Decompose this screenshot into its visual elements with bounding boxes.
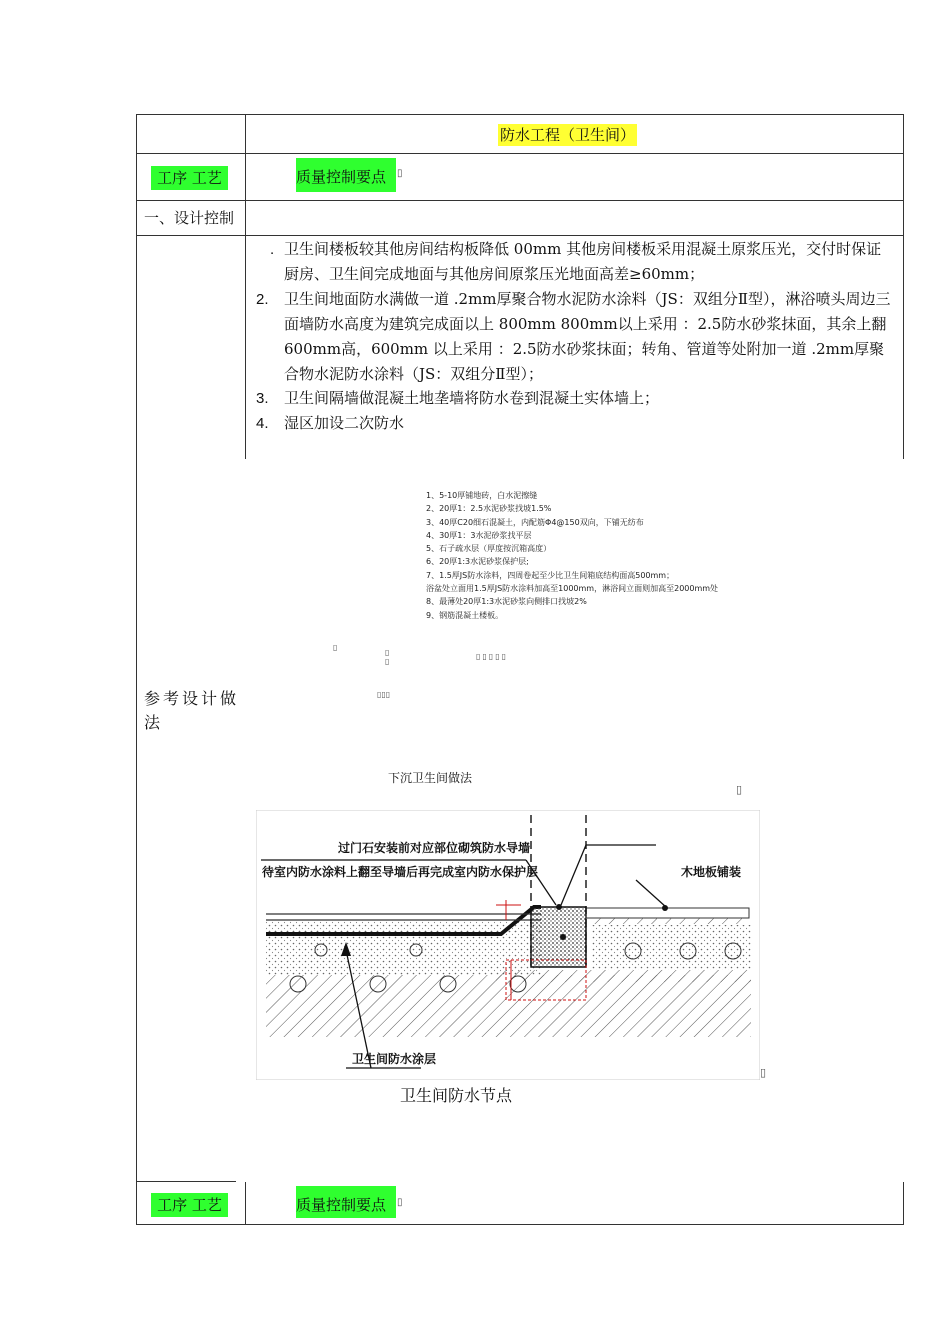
broken-image-icon: ▯ ▯ <box>385 648 390 666</box>
legend-line: 浴盆处立面用1.5厚JS防水涂料加高至1000mm，淋浴间立面则加高至2000mm处 <box>426 584 719 594</box>
label-protect-layer: 待室内防水涂料上翻至导墙后再完成室内防水保护层 <box>262 865 539 879</box>
row-line-1 <box>136 153 904 154</box>
table-col-divider <box>245 114 246 459</box>
marker-glyph: ▯ <box>760 1066 767 1079</box>
label-wood-floor: 木地板铺装 <box>681 865 742 879</box>
footer-process-label: 工序 工艺 <box>151 1193 228 1217</box>
diagram-caption-sunken: 下沉卫生间做法 <box>388 771 473 785</box>
item-text: 湿区加设二次防水 <box>284 414 405 432</box>
marker-glyph: ▯ <box>397 168 403 179</box>
legend-line: 1、5-10厚铺地砖，白水泥擦缝 <box>426 491 538 500</box>
header-quality-label: 质量控制要点 <box>296 158 396 192</box>
legend-line: 3、40厚C20细石混凝土，内配筋Φ4@150双向，下铺无纺布 <box>426 517 644 527</box>
legend-line: 7、1.5厚JS防水涂料，四周卷起至少比卫生间箱底结构面高500mm； <box>426 570 675 580</box>
list-item <box>256 287 896 387</box>
list-item <box>256 411 896 436</box>
list-item <box>256 237 896 287</box>
legend-line: 4、30厚1：3水泥砂浆找平层 <box>426 530 532 540</box>
list-item <box>256 386 896 411</box>
legend-line: 9、钢筋混凝土楼板。 <box>426 610 504 620</box>
waterproof-node-drawing <box>256 810 760 1080</box>
item-number: 4. <box>256 415 269 432</box>
broken-image-icon: ▯ <box>333 643 338 652</box>
legend-line: 5、石子疏水层（厚度按沉箱高度） <box>426 544 552 554</box>
table-border-bottom <box>136 1224 904 1225</box>
row-line-4 <box>136 1181 236 1182</box>
item-number: 2. <box>256 291 269 308</box>
item-number: 3. <box>256 390 269 407</box>
table-border-left <box>136 114 137 1225</box>
table-border-right <box>903 114 904 459</box>
table-border-top <box>136 114 904 115</box>
layer-legend <box>426 489 746 622</box>
broken-image-icon: ▯▯▯ <box>377 690 391 699</box>
table-col-divider-lower <box>245 1182 246 1225</box>
legend-line: 2、20厚1：2.5水泥砂浆找坡1.5% <box>426 504 552 514</box>
header-process-label: 工序 工艺 <box>151 166 228 190</box>
label-coating: 卫生间防水涂层 <box>352 1052 437 1066</box>
item-text: 卫生间地面防水满做一道 .2mm厚聚合物水泥防水涂料（JS：双组分Ⅱ型），淋浴喷头周边三面墙防水高度为建筑完成面以上 800mm 800mm以上采用 ：2.5防水砂浆抹面，其余上翻600mm高，600mm 以上采用 ：2.5防水砂浆抹面；转角、管道等处附加一道 .2mm厚聚合物水泥防水涂料（JS：双组分Ⅱ型）； <box>284 290 891 383</box>
row-line-2 <box>136 200 904 201</box>
page-title: 防水工程（卫生间） <box>500 126 636 144</box>
marker-glyph: ▯ <box>397 1197 403 1208</box>
legend-line: 6、20厚1:3水泥砂浆保护层; <box>426 557 529 567</box>
marker-glyph: ▯ <box>736 783 743 796</box>
label-guide-wall: 过门石安装前对应部位砌筑防水导墙 <box>338 841 531 855</box>
broken-image-icon: ▯▯▯▯▯ <box>476 652 509 661</box>
section-title: 一、设计控制 <box>144 209 235 227</box>
footer-quality-label: 质量控制要点 <box>296 1186 396 1218</box>
item-text: 卫生间隔墙做混凝土地垄墙将防水卷到混凝土实体墙上； <box>284 389 660 407</box>
row-line-3 <box>136 235 904 236</box>
table-border-right-lower <box>903 1182 904 1225</box>
item-number: . <box>270 241 275 258</box>
reference-design-label: 参考设计做法 <box>144 689 240 732</box>
diagram-caption-node: 卫生间防水节点 <box>400 1086 513 1105</box>
legend-line: 8、最薄处20厚1:3水泥砂浆向侧排口找坡2% <box>426 597 587 607</box>
item-text: 卫生间楼板较其他房间结构板降低 00mm 其他房间楼板采用混凝土原浆压光，交付时保证厨房、卫生间完成地面与其他房间原浆压光地面高差≥60mm； <box>284 240 882 283</box>
